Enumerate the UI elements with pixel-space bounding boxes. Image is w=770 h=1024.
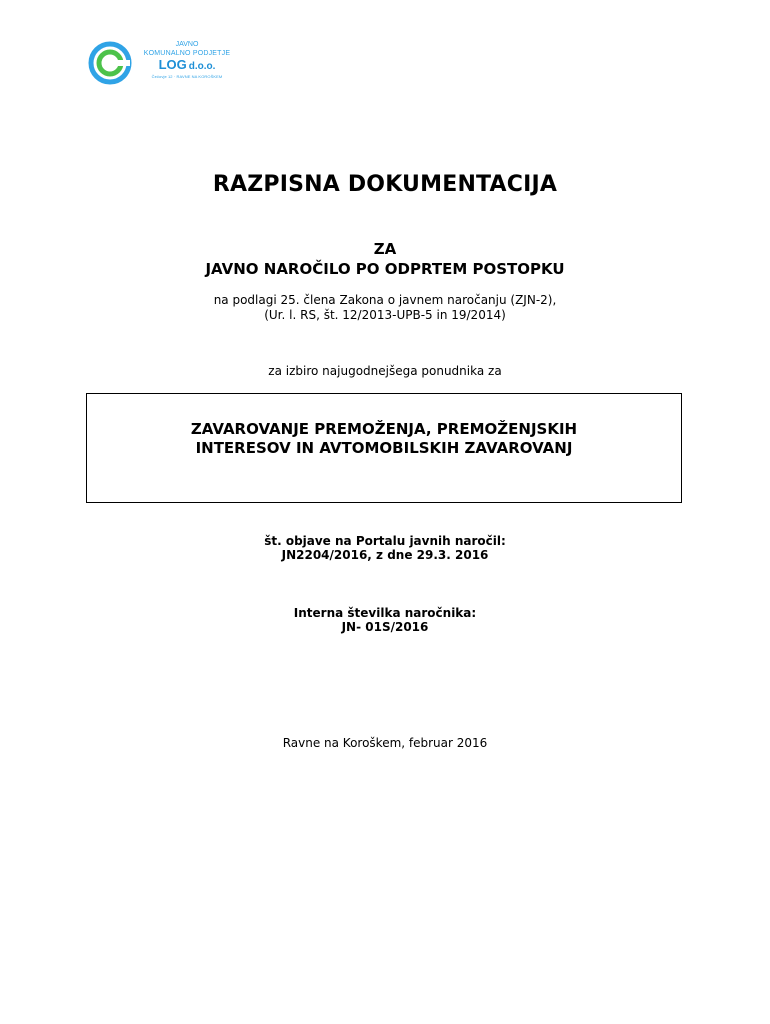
subject-line2: INTERESOV IN AVTOMOBILSKIH ZAVAROVANJ bbox=[195, 439, 573, 457]
logo-brand: LOG bbox=[158, 57, 187, 72]
logo-address: Čečovje 12 · RAVNE NA KOROŠKEM bbox=[151, 74, 223, 79]
logo-line2: KOMUNALNO PODJETJE bbox=[143, 50, 231, 57]
document-title: RAZPISNA DOKUMENTACIJA bbox=[212, 172, 558, 197]
publication-label: št. objave na Portalu javnih naročil: bbox=[264, 534, 506, 548]
logo-line1: JAVNO bbox=[175, 41, 199, 48]
logo-brand-line bbox=[132, 58, 242, 74]
legal-basis-line2: (Ur. l. RS, št. 12/2013-UPB-5 in 19/2014) bbox=[264, 308, 506, 322]
za-heading: ZA bbox=[373, 240, 397, 258]
selection-intro: za izbiro najugodnejšega ponudnika za bbox=[268, 364, 502, 378]
logo-suffix: d.o.o. bbox=[188, 61, 216, 72]
logo-ring-icon bbox=[88, 38, 132, 88]
subject-line1: ZAVAROVANJE PREMOŽENJA, PREMOŽENJSKIH bbox=[190, 420, 578, 438]
procedure-subtitle: JAVNO NAROČILO PO ODPRTEM POSTOPKU bbox=[205, 260, 565, 278]
company-logo bbox=[88, 38, 248, 94]
publication-number: JN2204/2016, z dne 29.3. 2016 bbox=[281, 548, 489, 562]
legal-basis-line1: na podlagi 25. člena Zakona o javnem naročanju (ZJN-2), bbox=[213, 293, 557, 307]
internal-number-label: Interna številka naročnika: bbox=[293, 606, 477, 620]
place-date: Ravne na Koroškem, februar 2016 bbox=[282, 736, 488, 750]
logo-text bbox=[132, 40, 242, 80]
internal-number: JN- 01S/2016 bbox=[341, 620, 429, 634]
subject-box bbox=[86, 393, 682, 503]
